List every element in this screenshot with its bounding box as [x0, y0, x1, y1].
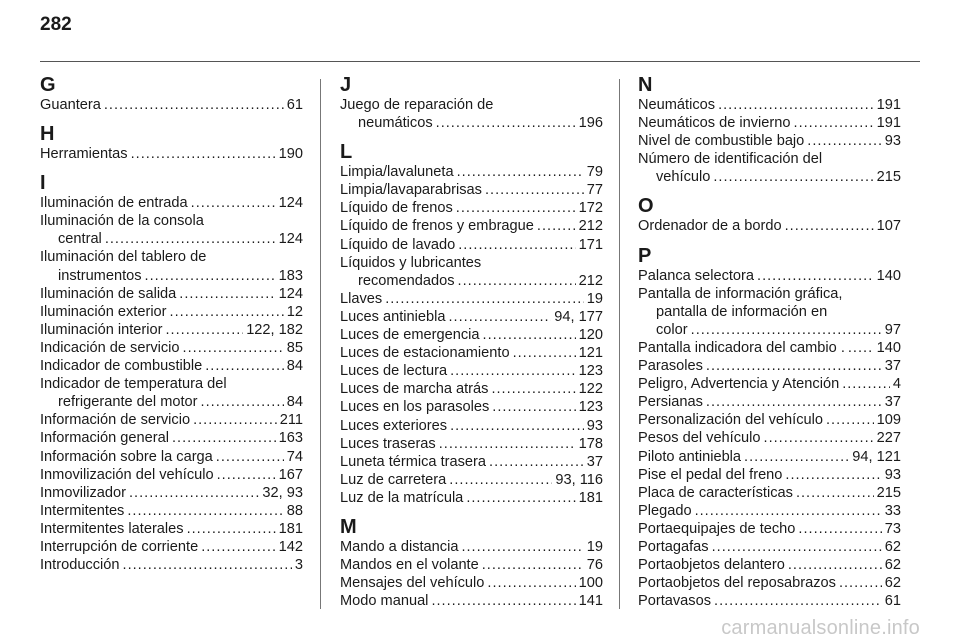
entry-pages: 191 — [876, 97, 901, 113]
index-entry — [40, 96, 303, 114]
entry-pages: 94, 121 — [852, 448, 901, 465]
entry-label: Portaequipajes de techo — [638, 520, 796, 537]
entry-pages: 227 — [876, 430, 901, 447]
dot-leader — [193, 411, 277, 429]
entry-label: Luces de lectura — [340, 363, 448, 380]
entry-heading: Juego de reparación de — [340, 97, 494, 113]
index-entry — [638, 114, 901, 132]
entry-label: Portaobjetos del reposabrazos — [638, 575, 836, 592]
entry-label: Iluminación de salida — [40, 285, 177, 302]
dot-leader — [385, 290, 584, 308]
entry-pages: 172 — [578, 200, 603, 217]
entry-label: Inmovilizador — [40, 484, 126, 501]
index-entry — [638, 592, 901, 610]
entry-label: Placa de características — [638, 484, 793, 501]
index-entry — [340, 574, 603, 592]
entry-label: Pantalla indicadora del cambio . — [638, 339, 845, 356]
entry-label: Pise el pedal del freno — [638, 466, 783, 483]
index-entry — [340, 254, 603, 290]
entry-pages: 142 — [278, 538, 303, 555]
index-entry — [340, 435, 603, 453]
dot-leader — [788, 556, 882, 574]
entry-pages: 123 — [578, 399, 603, 416]
dot-leader — [129, 484, 259, 502]
entry-pages: 19 — [586, 290, 603, 307]
index-entry — [40, 502, 303, 520]
column-divider — [619, 79, 620, 609]
entry-label: Líquido de frenos y embrague — [340, 218, 534, 235]
entry-pages: 19 — [586, 538, 603, 555]
index-entry — [638, 466, 901, 484]
entry-pages: 3 — [294, 557, 303, 574]
dot-leader — [191, 194, 276, 212]
dot-leader — [714, 592, 882, 610]
section-letter: I — [40, 172, 46, 195]
index-entry — [40, 145, 303, 163]
entry-pages: 181 — [578, 489, 603, 506]
entry-pages: 93 — [586, 417, 603, 434]
index-entry — [638, 267, 901, 285]
entry-pages: 37 — [884, 358, 901, 375]
entry-pages: 124 — [278, 285, 303, 302]
dot-leader — [489, 453, 584, 471]
entry-pages: 122 — [578, 381, 603, 398]
entry-label: Información de servicio — [40, 412, 191, 429]
index-entry — [40, 285, 303, 303]
index-entry — [40, 448, 303, 466]
entry-pages: 124 — [278, 231, 303, 248]
entry-label: vehículo — [656, 169, 711, 186]
index-entry — [40, 357, 303, 375]
entry-pages: 84 — [286, 358, 303, 375]
dot-leader — [165, 321, 243, 339]
entry-label: Información sobre la carga — [40, 448, 213, 465]
entry-label: Peligro, Advertencia y Atención — [638, 376, 840, 393]
dot-leader — [105, 230, 276, 248]
entry-heading: pantalla de información en — [656, 303, 828, 320]
entry-label: color — [656, 321, 688, 338]
index-entry — [40, 375, 303, 411]
entry-pages: 73 — [884, 520, 901, 537]
entry-label: Luces de estacionamiento — [340, 345, 510, 362]
entry-pages: 171 — [578, 236, 603, 253]
index-entry — [340, 308, 603, 326]
entry-label: Pesos del vehículo — [638, 430, 761, 447]
dot-leader — [187, 520, 276, 538]
index-entry — [638, 411, 901, 429]
entry-label: Luces traseras — [340, 435, 436, 452]
index-entry — [638, 556, 901, 574]
entry-pages: 212 — [578, 272, 603, 289]
index-entry — [638, 217, 901, 235]
entry-label: Líquido de frenos — [340, 200, 453, 217]
index-entry — [638, 574, 901, 592]
entry-pages: 4 — [892, 376, 901, 393]
entry-heading: Líquidos y lubricantes — [340, 254, 482, 271]
entry-label: Iluminación interior — [40, 321, 163, 338]
index-entry — [40, 484, 303, 502]
entry-label: Luces de emergencia — [340, 327, 480, 344]
index-entry — [340, 398, 603, 416]
index-section — [340, 75, 603, 132]
entry-label: Modo manual — [340, 593, 429, 610]
dot-leader — [131, 145, 276, 163]
index-entry — [638, 520, 901, 538]
entry-pages: 107 — [876, 218, 901, 235]
entry-label: instrumentos — [58, 267, 142, 284]
dot-leader — [456, 199, 576, 217]
entry-pages: 140 — [876, 339, 901, 356]
index-section — [40, 173, 303, 574]
entry-label: Iluminación exterior — [40, 303, 167, 320]
dot-leader — [431, 592, 575, 610]
dot-leader — [513, 344, 576, 362]
entry-pages: 122, 182 — [246, 321, 303, 338]
dot-leader — [718, 96, 874, 114]
entry-pages: 93, 116 — [555, 471, 603, 488]
index-section — [638, 196, 901, 235]
index-entry — [638, 285, 901, 339]
index-entry — [638, 393, 901, 411]
entry-heading: Iluminación del tablero de — [40, 249, 207, 266]
dot-leader — [458, 236, 575, 254]
dot-leader — [104, 96, 284, 114]
entry-label: Mandos en el volante — [340, 557, 479, 574]
index-entry — [340, 290, 603, 308]
index-entry — [40, 520, 303, 538]
dot-leader — [448, 308, 551, 326]
index-section — [340, 142, 603, 507]
entry-label: Portagafas — [638, 538, 709, 555]
entry-label: refrigerante del motor — [58, 394, 198, 411]
entry-label: Ordenador de a bordo — [638, 218, 782, 235]
entry-heading: Iluminación de la consola — [40, 213, 204, 230]
entry-label: Plegado — [638, 502, 692, 519]
entry-pages: 181 — [278, 520, 303, 537]
entry-pages: 183 — [278, 267, 303, 284]
dot-leader — [487, 574, 575, 592]
index-section — [638, 246, 901, 611]
index-entry — [638, 375, 901, 393]
entry-label: Mensajes del vehículo — [340, 575, 485, 592]
index-column-1 — [40, 73, 303, 574]
entry-label: Persianas — [638, 394, 703, 411]
index-entry — [638, 538, 901, 556]
dot-leader — [201, 538, 275, 556]
index-entry — [40, 411, 303, 429]
entry-label: Luneta térmica trasera — [340, 453, 487, 470]
dot-leader — [712, 538, 882, 556]
section-letter: J — [340, 74, 352, 96]
dot-leader — [706, 393, 882, 411]
entry-pages: 93 — [884, 466, 901, 483]
dot-leader — [466, 489, 575, 507]
entry-pages: 77 — [586, 182, 603, 199]
dot-leader — [485, 181, 584, 199]
entry-pages: 178 — [578, 435, 603, 452]
dot-leader — [706, 357, 882, 375]
dot-leader — [450, 362, 576, 380]
index-entry — [340, 96, 603, 132]
index-entry — [340, 326, 603, 344]
entry-pages: 84 — [286, 394, 303, 411]
dot-leader — [848, 339, 874, 357]
dot-leader — [537, 217, 576, 235]
index-entry — [340, 538, 603, 556]
index-section — [40, 124, 303, 163]
dot-leader — [842, 375, 890, 393]
watermark: carmanualsonline.info — [721, 617, 920, 639]
index-entry — [40, 538, 303, 556]
dot-leader — [483, 326, 576, 344]
index-entry — [340, 471, 603, 489]
dot-leader — [764, 429, 874, 447]
dot-leader — [839, 574, 882, 592]
entry-pages: 62 — [884, 557, 901, 574]
dot-leader — [179, 285, 275, 303]
dot-leader — [123, 556, 292, 574]
entry-pages: 190 — [278, 146, 303, 163]
entry-pages: 62 — [884, 575, 901, 592]
index-entry — [340, 163, 603, 181]
entry-pages: 100 — [578, 575, 603, 592]
entry-label: Limpia/lavaluneta — [340, 164, 454, 181]
entry-label: Herramientas — [40, 146, 128, 163]
index-entry — [40, 248, 303, 284]
dot-leader — [449, 471, 552, 489]
dot-leader — [757, 267, 874, 285]
entry-label: Portaobjetos delantero — [638, 557, 785, 574]
header-rule — [40, 61, 920, 62]
entry-label: Portavasos — [638, 593, 712, 610]
page-number: 282 — [40, 14, 72, 35]
index-entry — [340, 344, 603, 362]
index-entry — [638, 357, 901, 375]
dot-leader — [439, 435, 576, 453]
entry-label: Indicador de combustible — [40, 358, 203, 375]
dot-leader — [796, 484, 874, 502]
index-entry — [638, 150, 901, 186]
index-entry — [340, 592, 603, 610]
index-entry — [638, 339, 901, 357]
dot-leader — [482, 556, 584, 574]
entry-pages: 61 — [286, 97, 303, 113]
entry-label: Mando a distancia — [340, 538, 459, 555]
dot-leader — [785, 217, 874, 235]
entry-pages: 88 — [286, 502, 303, 519]
entry-label: recomendados — [358, 272, 455, 289]
dot-leader — [450, 417, 584, 435]
entry-pages: 79 — [586, 164, 603, 181]
entry-label: Líquido de lavado — [340, 236, 456, 253]
entry-heading: Número de identificación del — [638, 151, 823, 168]
entry-pages: 37 — [884, 394, 901, 411]
entry-pages: 121 — [578, 345, 603, 362]
entry-pages: 97 — [884, 321, 901, 338]
entry-pages: 163 — [278, 430, 303, 447]
entry-label: neumáticos — [358, 115, 433, 132]
index-entry — [340, 489, 603, 507]
entry-pages: 215 — [876, 169, 901, 186]
entry-label: Luces antiniebla — [340, 308, 446, 325]
index-entry — [638, 502, 901, 520]
entry-label: Intermitentes — [40, 502, 125, 519]
dot-leader — [491, 380, 575, 398]
entry-pages: 94, 177 — [554, 308, 603, 325]
dot-leader — [145, 267, 276, 285]
entry-label: Luces en los parasoles — [340, 399, 490, 416]
entry-label: Introducción — [40, 557, 120, 574]
index-section — [638, 75, 901, 186]
entry-pages: 33 — [884, 502, 901, 519]
entry-label: Piloto antiniebla — [638, 448, 742, 465]
entry-label: Iluminación de entrada — [40, 195, 188, 212]
dot-leader — [794, 114, 874, 132]
entry-pages: 123 — [578, 363, 603, 380]
entry-label: Limpia/lavaparabrisas — [340, 182, 482, 199]
dot-leader — [492, 398, 575, 416]
entry-pages: 74 — [286, 448, 303, 465]
entry-label: Personalización del vehículo — [638, 412, 823, 429]
index-entry — [638, 132, 901, 150]
dot-leader — [744, 448, 849, 466]
entry-pages: 93 — [884, 133, 901, 150]
dot-leader — [172, 429, 276, 447]
entry-label: Neumáticos de invierno — [638, 115, 791, 132]
index-entry — [40, 466, 303, 484]
dot-leader — [695, 502, 882, 520]
section-letter: O — [638, 195, 654, 218]
index-column-3 — [638, 73, 901, 610]
index-entry — [40, 339, 303, 357]
entry-label: Nivel de combustible bajo — [638, 133, 805, 150]
entry-label: Luces de marcha atrás — [340, 381, 489, 398]
entry-label: Guantera — [40, 97, 101, 113]
dot-leader — [826, 411, 874, 429]
index-entry — [40, 321, 303, 339]
index-entry — [340, 181, 603, 199]
index-entry — [340, 380, 603, 398]
entry-label: Indicación de servicio — [40, 339, 180, 356]
index-entry — [340, 199, 603, 217]
entry-heading: Pantalla de información gráfica, — [638, 285, 843, 302]
index-entry — [340, 417, 603, 435]
dot-leader — [201, 393, 284, 411]
index-entry — [638, 96, 901, 114]
section-letter: L — [340, 141, 353, 164]
entry-pages: 196 — [578, 115, 603, 132]
dot-leader — [183, 339, 284, 357]
section-letter: G — [40, 74, 56, 96]
dot-leader — [807, 132, 881, 150]
index-section — [340, 517, 603, 610]
dot-leader — [798, 520, 881, 538]
index-column-2 — [340, 73, 603, 610]
section-letter: H — [40, 123, 55, 146]
index-entry — [40, 194, 303, 212]
entry-pages: 212 — [578, 218, 603, 235]
dot-leader — [691, 321, 882, 339]
dot-leader — [785, 466, 881, 484]
section-letter: N — [638, 74, 653, 96]
entry-label: Parasoles — [638, 358, 703, 375]
index-entry — [40, 212, 303, 248]
section-letter: M — [340, 515, 357, 538]
index-entry — [638, 484, 901, 502]
dot-leader — [436, 114, 576, 132]
entry-pages: 141 — [578, 593, 603, 610]
index-entry — [638, 448, 901, 466]
entry-pages: 61 — [884, 593, 901, 610]
entry-label: Luz de la matrícula — [340, 489, 464, 506]
entry-pages: 37 — [586, 453, 603, 470]
index-entry — [40, 303, 303, 321]
entry-label: Información general — [40, 430, 169, 447]
entry-label: central — [58, 231, 102, 248]
column-divider — [320, 79, 321, 609]
entry-pages: 140 — [876, 267, 901, 284]
entry-label: Palanca selectora — [638, 267, 755, 284]
entry-pages: 215 — [876, 484, 901, 501]
index-section — [40, 75, 303, 114]
index-entry — [40, 556, 303, 574]
dot-leader — [205, 357, 284, 375]
index-entry — [638, 429, 901, 447]
dot-leader — [127, 502, 283, 520]
entry-label: Inmovilización del vehículo — [40, 466, 214, 483]
entry-pages: 85 — [286, 339, 303, 356]
index-entry — [340, 236, 603, 254]
entry-label: Interrupción de corriente — [40, 538, 199, 555]
entry-label: Intermitentes laterales — [40, 520, 184, 537]
dot-leader — [461, 538, 583, 556]
dot-leader — [217, 466, 276, 484]
index-entry — [40, 429, 303, 447]
entry-pages: 120 — [578, 327, 603, 344]
dot-leader — [216, 448, 284, 466]
entry-pages: 62 — [884, 538, 901, 555]
dot-leader — [170, 303, 284, 321]
entry-pages: 191 — [876, 115, 901, 132]
index-entry — [340, 217, 603, 235]
dot-leader — [458, 272, 576, 290]
entry-pages: 109 — [876, 412, 901, 429]
dot-leader — [713, 168, 873, 186]
index-entry — [340, 453, 603, 471]
entry-pages: 12 — [286, 303, 303, 320]
entry-pages: 211 — [279, 412, 303, 429]
entry-heading: Indicador de temperatura del — [40, 376, 227, 393]
entry-label: Llaves — [340, 290, 383, 307]
index-entry — [340, 362, 603, 380]
entry-label: Neumáticos — [638, 97, 716, 113]
entry-label: Luz de carretera — [340, 471, 447, 488]
entry-pages: 124 — [278, 195, 303, 212]
dot-leader — [457, 163, 584, 181]
entry-pages: 32, 93 — [262, 484, 303, 501]
index-entry — [340, 556, 603, 574]
entry-label: Luces exteriores — [340, 417, 448, 434]
section-letter: P — [638, 244, 652, 267]
entry-pages: 167 — [278, 466, 303, 483]
entry-pages: 76 — [586, 557, 603, 574]
